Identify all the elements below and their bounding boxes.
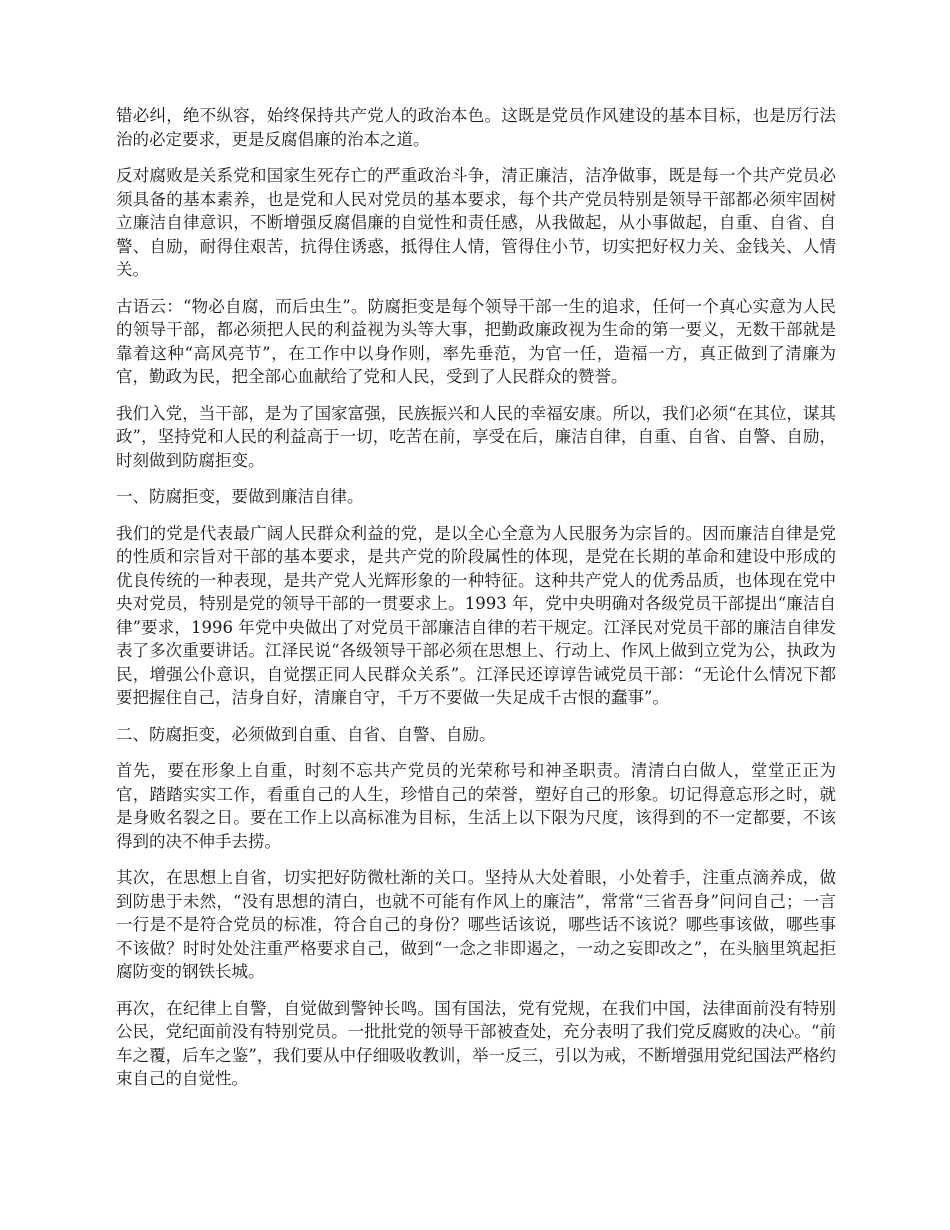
- document-body: [116, 104, 836, 1104]
- paragraph-2: 反对腐败是关系党和国家生死存亡的严重政治斗争，清正廉洁，洁净做事，既是每一个共产党员必须具备的基本素养，也是党和人民对党员的基本要求，每个共产党员特别是领导干部都必须牢固树立廉洁自律意识，不断增强反腐倡廉的自觉性和责任感，从我做起，从小事做起，自重、自省、自警、自励，耐得住艰苦，抗得住诱惑，抵得住人情，管得住小节，切实把好权力关、金钱关、人情关。: [116, 166, 836, 279]
- paragraph-7: 其次，在思想上自省，切实把好防微杜渐的关口。坚持从大处着眼，小处着手，注重点滴养成，做到防患于未然，“没有思想的清白，也就不可能有作风上的廉洁”，常常“三省吾身”问问自己；一言一行是不是符合党员的标准，符合自己的身份？哪些话该说，哪些话不该说？哪些事该做，哪些事不该做？时时处处注重严格要求自己，做到“一念之非即遏之，一动之妄即改之”，在头脑里筑起拒腐防变的钢铁长城。: [116, 868, 836, 981]
- paragraph-5: 我们的党是代表最广阔人民群众利益的党，是以全心全意为人民服务为宗旨的。因而廉洁自律是党的性质和宗旨对干部的基本要求，是共产党的阶段属性的体现，是党在长期的革命和建设中形成的优良传统的一种表现，是共产党人光辉形象的一种特征。这种共产党人的优秀品质，也体现在党中央对党员，特别是党的领导干部的一贯要求上。1993 年，党中央明确对各级党员干部提出“廉洁自律”要求，1996 年党中央做出了对党员干部廉洁自律的若干规定。江泽民对党员干部的廉洁自律发表了多次重要讲话。江泽民说“各级领导干部必须在思想上、行动上、作风上做到立党为公，执政为民，增强公仆意识，自觉摆正同人民群众关系”。江泽民还谆谆告诫党员干部：“无论什么情况下都要把握住自己，洁身自好，清廉自守，千万不要做一失足成千古恨的蠢事”。: [116, 523, 836, 707]
- paragraph-4: 我们入党，当干部，是为了国家富强，民族振兴和人民的幸福安康。所以，我们必须“在其位，谋其政”，坚持党和人民的利益高于一切，吃苦在前，享受在后，廉洁自律，自重、自省、自警、自励，时刻做到防腐拒变。: [116, 403, 836, 470]
- paragraph-6: 首先，要在形象上自重，时刻不忘共产党员的光荣称号和神圣职责。清清白白做人，堂堂正正为官，踏踏实实工作，看重自己的人生，珍惜自己的荣誉，塑好自己的形象。切记得意忘形之时，就是身败名裂之日。要在工作上以高标准为目标，生活上以下限为尺度，该得到的不一定都要，不该得到的决不伸手去捞。: [116, 761, 836, 851]
- paragraph-8: 再次，在纪律上自警，自觉做到警钟长鸣。国有国法，党有党规，在我们中国，法律面前没有特别公民，党纪面前没有特别党员。一批批党的领导干部被查处，充分表明了我们党反腐败的决心。“前车之覆，后车之鉴”，我们要从中仔细吸收教训，举一反三，引以为戒，不断增强用党纪国法严格约束自己的自觉性。: [116, 998, 836, 1088]
- paragraph-3: 古语云：“物必自腐，而后虫生”。防腐拒变是每个领导干部一生的追求，任何一个真心实意为人民的领导干部，都必须把人民的利益视为头等大事，把勤政廉政视为生命的第一要义，无数干部就是靠着这种“高风亮节”，在工作中以身作则，率先垂范，为官一任，造福一方，真正做到了清廉为官，勤政为民，把全部心血献给了党和人民，受到了人民群众的赞誉。: [116, 296, 836, 386]
- paragraph-1: 错必纠，绝不纵容，始终保持共产党人的政治本色。这既是党员作风建设的基本目标，也是厉行法治的必定要求，更是反腐倡廉的治本之道。: [116, 106, 836, 149]
- section-heading-2: 二、防腐拒变，必须做到自重、自省、自警、自励。: [116, 724, 496, 744]
- section-heading-1: 一、防腐拒变，要做到廉洁自律。: [116, 487, 364, 506]
